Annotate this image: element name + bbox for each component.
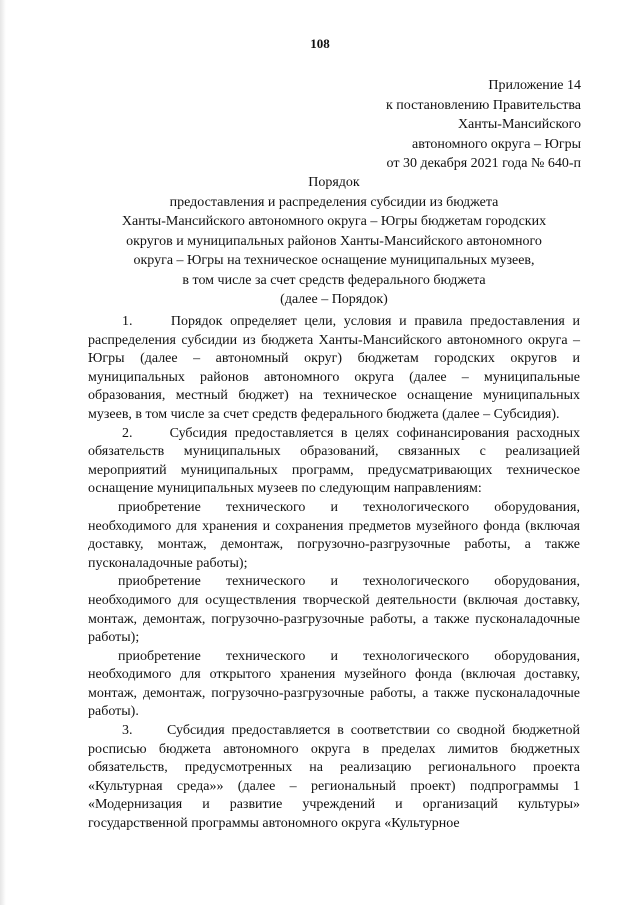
title-line: округов и муниципальных районов Ханты-Мансийского автономного (126, 233, 542, 249)
scan-edge-shadow (0, 0, 6, 905)
appendix-line: к постановлению Правительства (385, 97, 581, 113)
title-line: в том числе за счет средств федерального бюджета (182, 272, 486, 288)
title-line: (далее – Порядок) (280, 292, 388, 307)
title-line: предоставления и распределения субсидии из бюджета (169, 194, 499, 210)
direction-item-3: приобретение технического и технологического оборудования, необходимого для открытого хранения музейного фонда (включая доставку, монтаж, демонтаж, погрузочно-разгрузочные работы, а также пусконаладочные работы). (88, 648, 580, 720)
appendix-line: автономного округа – Югры (412, 136, 581, 152)
appendix-line: Приложение 14 (488, 78, 581, 93)
paragraph-3: 3. Субсидия предоставляется в соответствии со сводной бюджетной росписью бюджета автономного округа в пределах лимитов бюджетных обязательств, предусмотренных на реализацию регионального проекта «Культурная среда»» (далее – региональный проект) подпрограммы 1 «Модернизация и развитие учреждений и организаций культуры» государственной программы автономного округа «Культурное (88, 723, 580, 832)
document-title (88, 173, 580, 310)
document-body (88, 313, 580, 834)
title-line: округа – Югры на техническое оснащение муниципальных музеев, (133, 253, 535, 268)
page-number: 108 (310, 36, 330, 51)
appendix-line: от 30 декабря 2021 года № 640-п (386, 156, 581, 171)
title-line: Порядок (308, 175, 360, 190)
appendix-block (386, 76, 581, 174)
direction-item-2: приобретение технического и технологического оборудования, необходимого для осуществления творческой деятельности (включая доставку, монтаж, демонтаж, погрузочно-разгрузочные работы, а также пусконаладочные работы); (88, 574, 580, 646)
paragraph-1: 1. Порядок определяет цели, условия и правила предоставления и распределения субсидии из бюджета Ханты-Мансийского автономного округа – Югры (далее – автономный округ) бюджетам городских округов и муниципальных районов автономного округа (далее – муниципальные образования, местный бюджет) на техническое оснащение муниципальных музеев, в том числе за счет средств федерального бюджета (далее – Субсидия). (88, 314, 580, 422)
direction-item-1: приобретение технического и технологического оборудования, необходимого для хранения и сохранения предметов музейного фонда (включая доставку, монтаж, демонтаж, погрузочно-разгрузочные работы, а также пусконаладочные работы); (88, 499, 580, 571)
paragraph-2: 2. Субсидия предоставляется в целях софинансирования расходных обязательств муниципальных образований, связанных с реализацией мероприятий муниципальных программ, предусматривающих техническое оснащение муниципальных музеев по следующим направлениям: (88, 425, 580, 497)
title-line: Ханты-Мансийского автономного округа – Югры бюджетам городских (121, 214, 547, 229)
appendix-line: Ханты-Мансийского (457, 117, 581, 132)
